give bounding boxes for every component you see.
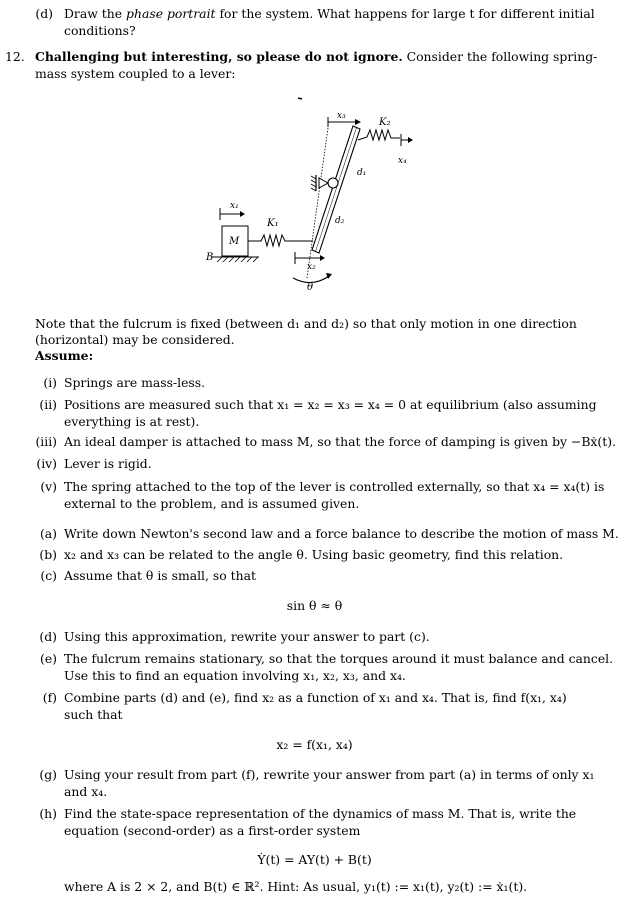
emphasis-text: phase portrait — [126, 6, 216, 21]
item-text-line: Positions are measured such that x₁ = x₂ = x₃ = x₄ = 0 at equilibrium (also assuming — [64, 397, 597, 412]
final-line-text: where A is 2 × 2, and B(t) ∈ ℝ². Hint: As usual, y₁(t) := x₁(t), y₂(t) := ẋ₁(t). — [64, 879, 528, 894]
x1-label: x₁ — [230, 201, 239, 211]
d1-label: d₁ — [357, 168, 367, 178]
item-label: (g) — [39, 767, 57, 782]
item-label: (h) — [39, 806, 57, 821]
equation-small-angle: sin θ ≈ θ — [286, 598, 343, 613]
ground-hatching — [217, 257, 258, 262]
part-label: (d) — [35, 6, 53, 21]
k1-label: K₁ — [267, 218, 279, 229]
item-text-line: An ideal damper is attached to mass M, so that the force of damping is given by −Bẋ(t). — [64, 434, 616, 449]
item-label: (c) — [40, 568, 57, 583]
item-text-line: such that — [64, 707, 123, 722]
item-text-line: equation (second-order) as a first-order system — [64, 823, 361, 838]
problem-intro-line2: mass system coupled to a lever: — [35, 66, 236, 81]
problem-intro — [35, 49, 597, 66]
item-text-line: Using your result from part (f), rewrite your answer from part (a) in terms of only x₁ — [64, 767, 595, 782]
item-label: (v) — [40, 479, 57, 494]
text-fragment: for the system. What happens for large t for different initial — [215, 6, 595, 21]
part-text-line2: conditions? — [64, 23, 136, 38]
item-label: (iv) — [36, 456, 57, 471]
problem-number: 12. — [5, 49, 25, 64]
assume-heading: Assume: — [35, 348, 94, 363]
x3-label: x₃ — [337, 111, 346, 121]
item-label: (ii) — [39, 397, 57, 412]
note-line2: (horizontal) may be considered. — [35, 332, 235, 347]
item-text-line: Find the state-space representation of the dynamics of mass M. That is, write the — [64, 806, 577, 821]
item-text-line: Write down Newton's second law and a force balance to describe the motion of mass M. — [64, 526, 619, 541]
item-text-line: everything is at rest). — [64, 414, 200, 429]
x4-label: x₄ — [398, 156, 407, 166]
item-label: (f) — [42, 690, 57, 705]
item-label: (a) — [39, 526, 57, 541]
part-text — [64, 6, 595, 23]
x2-label: x₂ — [307, 262, 316, 272]
equation-state-space: Ẏ(t) = AY(t) + B(t) — [257, 852, 372, 867]
item-text-line: Springs are mass-less. — [64, 375, 206, 390]
theta-label: θ — [307, 282, 314, 293]
item-text-line: Lever is rigid. — [64, 456, 152, 471]
k2-label: K₂ — [379, 117, 391, 128]
d2-label: d₂ — [335, 216, 345, 226]
k1-spring — [248, 235, 313, 246]
item-label: (d) — [39, 629, 57, 644]
damper-label: B — [206, 252, 214, 263]
spring-mass-lever-figure — [195, 90, 415, 295]
equation-x2-function: x₂ = f(x₁, x₄) — [276, 737, 353, 752]
problem-bold-text: Challenging but interesting, so please do not ignore. — [35, 49, 403, 64]
item-text-line: and x₄. — [64, 784, 108, 799]
text-fragment: Draw the — [64, 6, 127, 21]
item-label: (e) — [39, 651, 57, 666]
item-text-line: The spring attached to the top of the lever is controlled externally, so that x₄ = x₄(t) is — [64, 479, 605, 494]
item-text-line: The fulcrum remains stationary, so that the torques around it must balance and cancel. — [64, 651, 614, 666]
item-text-line: Assume that θ is small, so that — [64, 568, 256, 583]
item-text-line: Using this approximation, rewrite your answer to part (c). — [64, 629, 430, 644]
item-label: (b) — [39, 547, 57, 562]
item-text-line: Use this to find an equation involving x₁, x₂, x₃, and x₄. — [64, 668, 406, 683]
note-line1: Note that the fulcrum is fixed (between d₁ and d₂) so that only motion in one direction — [35, 316, 577, 331]
text-fragment: Consider the following spring- — [402, 49, 598, 64]
item-text-line: x₂ and x₃ can be related to the angle θ. Using basic geometry, find this relation. — [64, 547, 564, 562]
mass-label: M — [229, 236, 240, 247]
x4-arrow — [401, 134, 413, 146]
item-text-line: Combine parts (d) and (e), find x₂ as a function of x₁ and x₄. That is, find f(x₁, x₄) — [64, 690, 567, 705]
item-text-line: external to the problem, and is assumed given. — [64, 496, 360, 511]
item-label: (i) — [43, 375, 57, 390]
k2-spring — [358, 130, 400, 140]
item-label: (iii) — [35, 434, 57, 449]
